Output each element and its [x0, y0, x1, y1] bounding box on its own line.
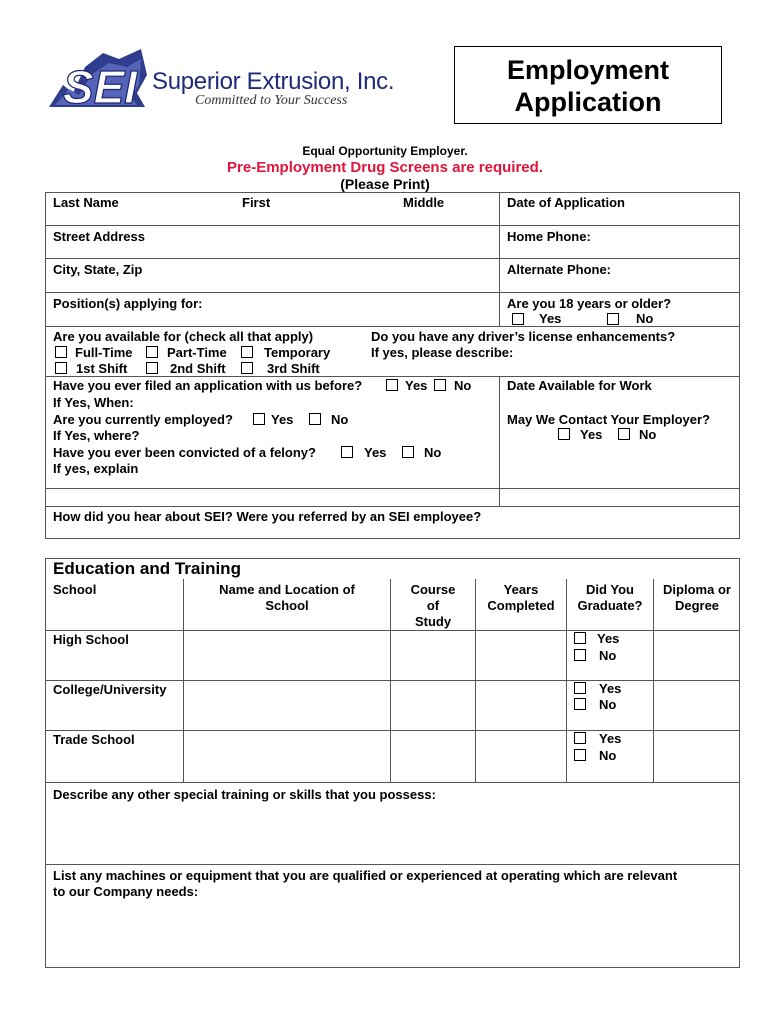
contact-no-label: No [639, 427, 657, 442]
if-yes-explain-label: If yes, explain [53, 461, 139, 476]
col-school-header: School [53, 582, 97, 597]
part-time-checkbox[interactable] [146, 346, 158, 358]
col-name-location-header: Name and Location of School [219, 582, 355, 613]
felony-yes-checkbox[interactable] [341, 446, 353, 458]
first-shift-label: 1st Shift [76, 361, 128, 376]
svg-text:SEI: SEI [62, 61, 138, 113]
col-course-header: Course of Study [410, 582, 456, 629]
title-line-2: Application [514, 87, 662, 117]
filed-before-yes-checkbox[interactable] [386, 379, 398, 391]
age-no-label: No [636, 311, 654, 326]
age-yes-checkbox[interactable] [512, 313, 524, 325]
city-state-zip-label: City, State, Zip [53, 262, 143, 277]
employed-yes-label: Yes [271, 412, 294, 427]
referral-question: How did you hear about SEI? Were you referred by an SEI employee? [53, 509, 482, 524]
special-training-label: Describe any other special training or skills that you possess: [53, 787, 436, 802]
filed-before-no-label: No [454, 378, 472, 393]
felony-question: Have you ever been convicted of a felony? [53, 445, 316, 460]
may-contact-question: May We Contact Your Employer? [507, 412, 710, 427]
contact-yes-label: Yes [580, 427, 603, 442]
title-line-1: Employment [506, 55, 670, 85]
trade-grad-yes-label: Yes [599, 731, 622, 746]
age-no-checkbox[interactable] [607, 313, 619, 325]
first-shift-checkbox[interactable] [55, 362, 67, 374]
col-diploma-header: Diploma or Degree [663, 582, 731, 613]
col-graduate-header: Did You Graduate? [577, 582, 643, 613]
age-question: Are you 18 years or older? [507, 296, 672, 311]
contact-yes-checkbox[interactable] [558, 428, 570, 440]
high-school-grad-yes-label: Yes [597, 631, 620, 646]
third-shift-checkbox[interactable] [241, 362, 253, 374]
availability-question: Are you available for (check all that apply) [53, 329, 314, 344]
education-section-title: Education and Training [53, 559, 241, 578]
employed-no-checkbox[interactable] [309, 413, 321, 425]
eoe-statement: Equal Opportunity Employer. [302, 144, 468, 158]
company-tagline: Committed to Your Success [195, 93, 348, 108]
high-school-grad-no-checkbox[interactable] [574, 649, 586, 661]
col-years-header: Years Completed [487, 582, 555, 613]
temporary-checkbox[interactable] [241, 346, 253, 358]
full-time-checkbox[interactable] [55, 346, 67, 358]
contact-no-checkbox[interactable] [618, 428, 630, 440]
home-phone-label: Home Phone: [507, 229, 591, 244]
positions-label: Position(s) applying for: [53, 296, 203, 311]
second-shift-checkbox[interactable] [146, 362, 158, 374]
date-available-label: Date Available for Work [507, 378, 652, 393]
company-name: Superior Extrusion, Inc. [152, 68, 395, 95]
alternate-phone-label: Alternate Phone: [507, 262, 612, 277]
age-yes-label: Yes [539, 311, 562, 326]
machines-label-line-2: to our Company needs: [53, 884, 199, 899]
currently-employed-question: Are you currently employed? [53, 412, 233, 427]
last-name-label: Last Name [53, 195, 119, 210]
employed-yes-checkbox[interactable] [253, 413, 265, 425]
employed-no-label: No [331, 412, 349, 427]
college-grad-no-label: No [599, 697, 617, 712]
if-yes-when-label: If Yes, When: [53, 395, 134, 410]
middle-name-label: Middle [403, 195, 445, 210]
filed-before-no-checkbox[interactable] [434, 379, 446, 391]
row-trade-school-label: Trade School [53, 732, 135, 747]
trade-grad-no-label: No [599, 748, 617, 763]
felony-no-label: No [424, 445, 442, 460]
filed-before-question: Have you ever filed an application with us before? [53, 378, 363, 393]
if-yes-where-label: If Yes, where? [53, 428, 140, 443]
second-shift-label: 2nd Shift [170, 361, 226, 376]
sei-logo [45, 45, 155, 115]
first-name-label: First [242, 195, 271, 210]
college-grad-yes-label: Yes [599, 681, 622, 696]
part-time-label: Part-Time [167, 345, 227, 360]
high-school-grad-no-label: No [599, 648, 617, 663]
row-high-school-label: High School [53, 632, 129, 647]
drug-screen-notice: Pre-Employment Drug Screens are required. [227, 159, 543, 176]
filed-before-yes-label: Yes [405, 378, 428, 393]
trade-grad-yes-checkbox[interactable] [574, 732, 586, 744]
high-school-grad-yes-checkbox[interactable] [574, 632, 586, 644]
trade-grad-no-checkbox[interactable] [574, 749, 586, 761]
felony-no-checkbox[interactable] [402, 446, 414, 458]
college-grad-no-checkbox[interactable] [574, 698, 586, 710]
license-describe-label: If yes, please describe: [371, 345, 514, 360]
college-grad-yes-checkbox[interactable] [574, 682, 586, 694]
title-box [454, 46, 722, 124]
temporary-label: Temporary [264, 345, 331, 360]
date-of-application-label: Date of Application [507, 195, 625, 210]
full-time-label: Full-Time [75, 345, 133, 360]
felony-yes-label: Yes [364, 445, 387, 460]
row-college-label: College/University [53, 682, 167, 697]
please-print-note: (Please Print) [340, 176, 430, 192]
street-address-label: Street Address [53, 229, 145, 244]
machines-label-line-1: List any machines or equipment that you are qualified or experienced at operating which are relevant [53, 868, 678, 883]
third-shift-label: 3rd Shift [267, 361, 320, 376]
license-question: Do you have any driver’s license enhancements? [371, 329, 676, 344]
